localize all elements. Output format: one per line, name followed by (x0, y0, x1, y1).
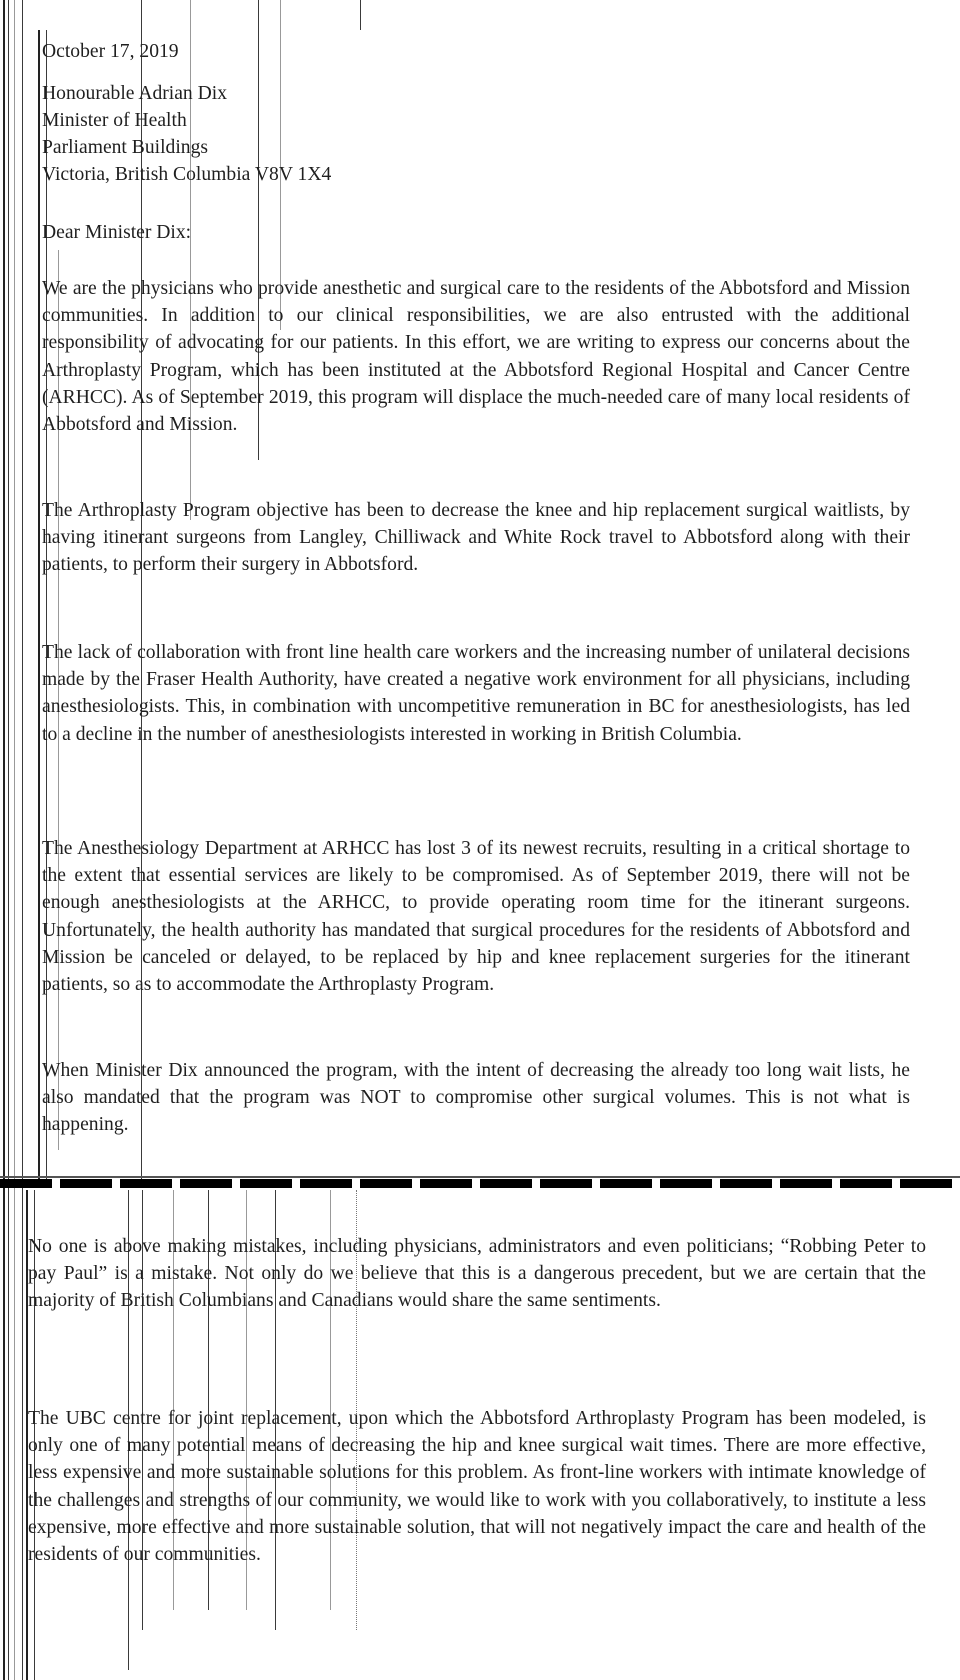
scan-artifact-line (22, 0, 23, 1680)
scan-artifact-line (8, 0, 9, 1680)
scan-artifact-line (3, 0, 5, 1680)
salutation: Dear Minister Dix: (42, 222, 192, 243)
paragraph-5: When Minister Dix announced the program, with the intent of decreasing the already too long wait lists, he also mandated that the program was NOT to compromise other surgical volumes. This is not what is happening. (42, 1060, 910, 1136)
recipient-title: Minister of Health (42, 110, 187, 131)
paragraph-6: No one is above making mistakes, including physicians, administrators and even politicians; “Robbing Peter to pay Paul” is a mistake. Not only do we believe that this is a dangerous precedent, but we are certain that the majority of British Columbians and Canadians would share the same sentiments. (28, 1236, 926, 1312)
recipient-building: Parliament Buildings (42, 137, 208, 158)
scan-artifact-line (46, 30, 47, 1180)
paragraph-7: The UBC centre for joint replacement, upon which the Abbotsford Arthroplasty Program has been modeled, is only one of many potential means of decreasing the hip and knee surgical wait times. There are more effective, less expensive and more sustainable solutions for this problem. As front-line workers with intimate knowledge of the challenges and strengths of our community, we would like to work with you collaboratively, to institute a less expensive, more effective and more sustainable solution, that will not negatively impact the care and health of the residents of our communities. (28, 1408, 926, 1566)
paragraph-2: The Arthroplasty Program objective has been to decrease the knee and hip replacement surgical waitlists, by having itinerant surgeons from Langley, Chilliwack and White Rock travel to Abbotsford along with their patients, to perform their surgery in Abbotsford. (42, 500, 910, 576)
paragraph-1: We are the physicians who provide anesthetic and surgical care to the residents of the Abbotsford and Mission communities. In addition to our clinical responsibilities, we are also entrusted with the additional responsibility of advocating for our patients. In this effort, we are writing to express our concerns about the Arthroplasty Program, which has been instituted at the Abbotsford Regional Hospital and Cancer Centre (ARHCC). As of September 2019, this program will displace the much-needed care of many local residents of Abbotsford and Mission. (42, 278, 910, 436)
scan-page-break-band (0, 1179, 960, 1188)
scan-page-break-line (0, 1176, 960, 1178)
recipient-address (42, 80, 912, 188)
scan-artifact-line (14, 0, 15, 1680)
recipient-name: Honourable Adrian Dix (42, 83, 228, 104)
paragraph-3: The lack of collaboration with front line health care workers and the increasing number of unilateral decisions made by the Fraser Health Authority, have created a negative work environment for all physicians, including anesthesiologists. This, in combination with uncompetitive remuneration in BC for anesthesiologists, has led to a decline in the number of anesthesiologists interested in working in British Columbia. (42, 642, 910, 745)
scan-artifact-line (190, 0, 191, 520)
scan-artifact-line (38, 30, 40, 1180)
scan-artifact-line (360, 0, 361, 30)
recipient-city: Victoria, British Columbia V8V 1X4 (42, 164, 332, 185)
paragraph-4: The Anesthesiology Department at ARHCC has lost 3 of its newest recruits, resulting in a critical shortage to the extent that essential services are likely to be compromised. As of September 2019, there will not be enough anesthesiologists at the ARHCC, to provide operating room time for the itinerant surgeons. Unfortunately, the health authority has mandated that surgical procedures for the residents of Abbotsford and Mission be canceled or delayed, to be replaced by hip and knee replacement surgeries for the itinerant patients, so as to accommodate the Arthroplasty Program. (42, 838, 910, 996)
letter-date: October 17, 2019 (42, 41, 179, 62)
